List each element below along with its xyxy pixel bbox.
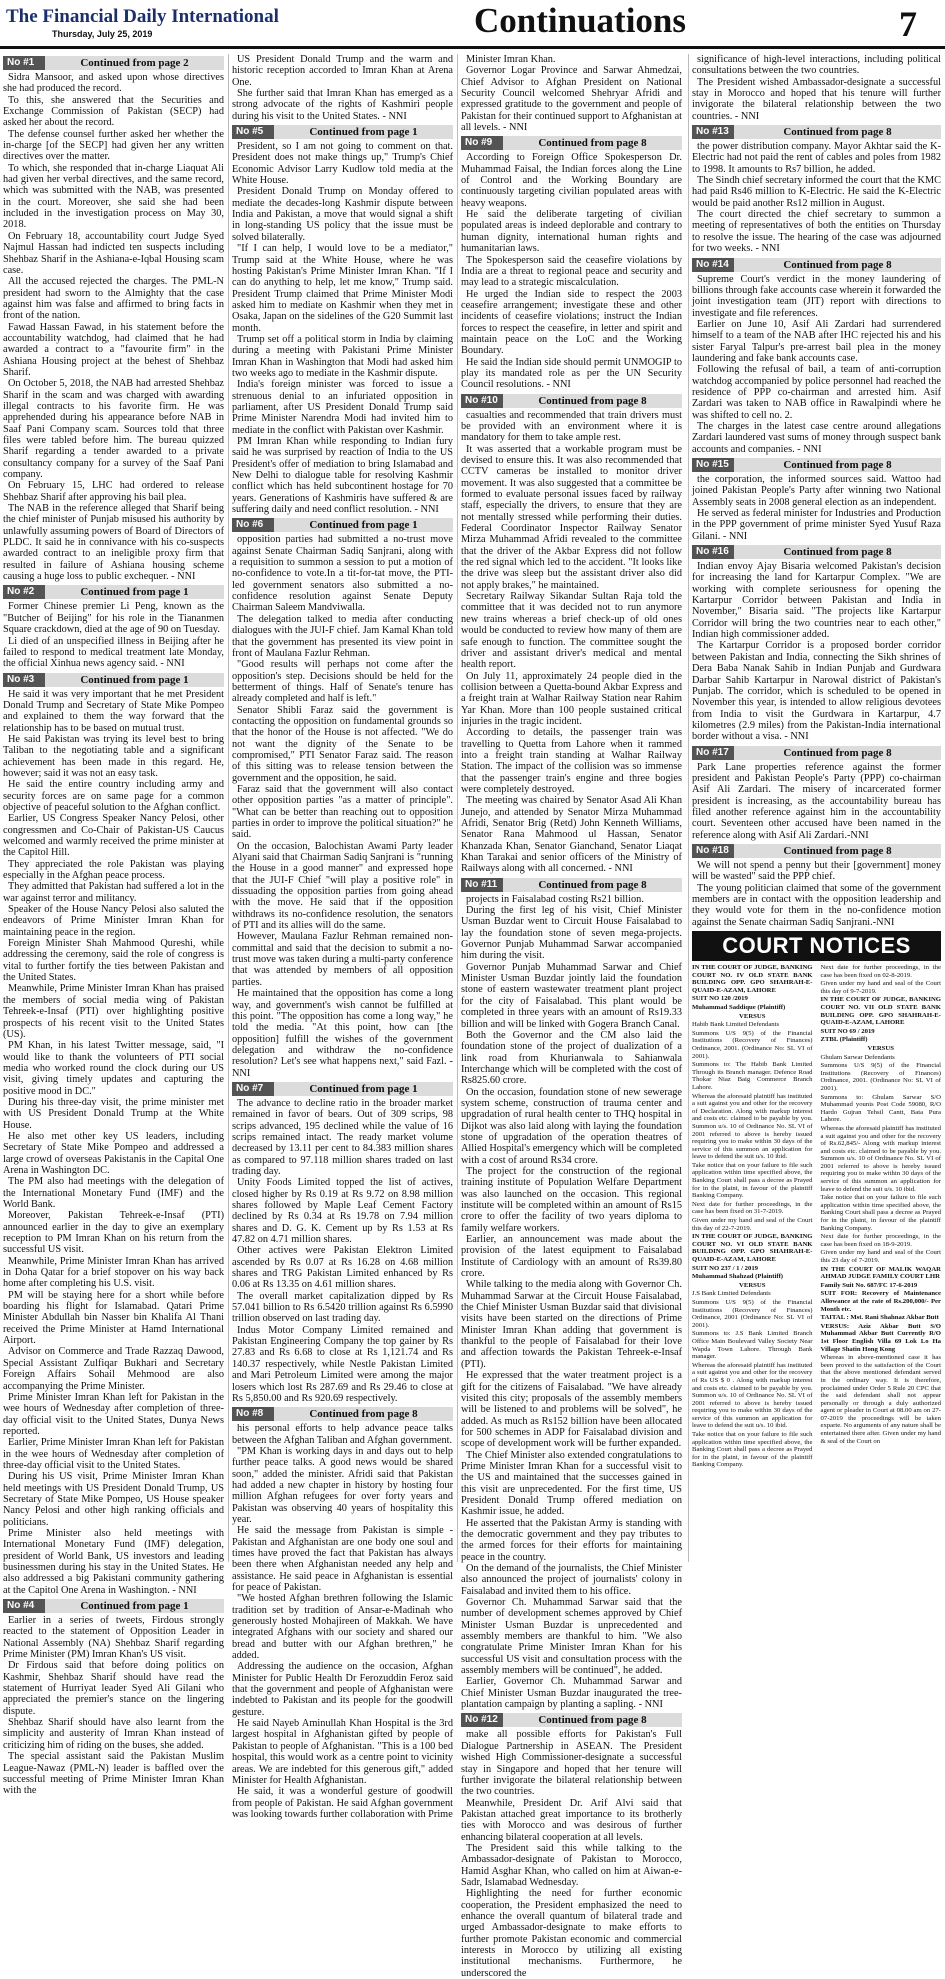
article-body bbox=[3, 689, 224, 1597]
notice-line: Next date for further proceedings, in the case has been fixed on 18-9-2019. bbox=[820, 1233, 941, 1248]
article-body bbox=[3, 72, 224, 582]
article-number: No #10 bbox=[461, 394, 503, 408]
notice-line: VERSUS bbox=[739, 1281, 766, 1289]
article bbox=[692, 125, 941, 254]
article-number: No #8 bbox=[232, 1407, 274, 1421]
continuation-label: Continued from page 8 bbox=[783, 546, 892, 559]
continuation-label: Continued from page 1 bbox=[80, 586, 189, 599]
notice-line: Take notice that on your failure to file such application within time specified above, the Banking Court shall pass a decree as Prayed for in the plaint, in favour of the plaintiff Banking Company. bbox=[692, 1431, 813, 1469]
continuation-bar bbox=[692, 844, 941, 858]
notice-line: Next date for further proceedings, in the case has been fixed on 31-7-2019. bbox=[692, 1200, 813, 1216]
paragraph: significance of high-level interactions, including political consultations between the two countries. bbox=[692, 54, 941, 77]
paragraph: Meanwhile, Prime Minister Imran Khan has arrived in Doha Qatar for a brief stopover on his way back home after completing his U.S. visit. bbox=[3, 1255, 224, 1290]
article-body bbox=[692, 474, 941, 542]
page-header bbox=[0, 0, 945, 46]
paragraph: PM Khan, in his latest Twitter message, said, "I would like to thank the volunteers of PTI social media who worked round the clock during our US visit, giving timely updates and capturing the positive mood in DC." bbox=[3, 1040, 224, 1097]
paragraph: He said the entire country including army and security forces are on same page for a common objective of peaceful solution to the Afghan conflict. bbox=[3, 779, 224, 813]
continuation-label: Continued from page 8 bbox=[538, 394, 647, 407]
continuation-bar bbox=[3, 56, 224, 70]
article-body bbox=[692, 54, 941, 122]
paragraph: opposition parties had submitted a no-trust move against Senate Chairman Sadiq Sanjrani, along with a requisition to summon a session to put a motion of no-confidence to vote.In a tit-for-tat move, the PTI-led government senators also submitted a no-confidence resolution against Senate Deputy Chairman Saleem Mandviwalla. bbox=[232, 534, 453, 614]
notice-line: ZTBL (Plaintiff) bbox=[820, 1036, 868, 1044]
article-body bbox=[232, 1098, 453, 1404]
notice-line: Given under my hand and seal of the Court this day of 9-7-2019. bbox=[820, 980, 941, 995]
article bbox=[232, 125, 453, 515]
paragraph: He said Nayeb Aminullah Khan Hospital is the 3rd largest hospital in Afghanistan gifted by people of Pakistan to people of Afghanistan. "This is a 100 bed hospital, this would work as a centre point to vicinity areas. We are indebted for this generous gift," added Minister for Health Afghanistan. bbox=[232, 1718, 453, 1786]
article-body bbox=[461, 1729, 682, 1979]
notice-line: Next date for further proceedings, in the case has been fixed on 02-8-2019. bbox=[820, 964, 941, 979]
paragraph: The Spokesperson said the ceasefire violations by India are a threat to regional peace and security and may lead to a strategic miscalculation. bbox=[461, 254, 682, 289]
article-body bbox=[692, 274, 941, 456]
paragraph: It was asserted that a workable program must be devised to ensure this. It was also recommended that CCTV cameras be installed to monitor driver movement. It was also suggested that a committee be formed to evaluate personal issues faced by railway staff, especially the drivers, to ensure that they are not mentally stressed while performing their duties. Federal Coordinator Inspector Railway Senator Mirza Muhammad Afridi revealed to the committee that the driver of the Akbar Express did not follow the red signal which led to the accident. "It looks like the drive was sleep but the assistant driver also did not apply brakes," he maintained. bbox=[461, 443, 682, 591]
paragraph: The special assistant said the Pakistan Muslim League-Nawaz (PML-N) leader is baffled over the successful meeting of Prime Minister Imran Khan with the bbox=[3, 1751, 224, 1797]
notice-line: Given under my hand and seal of the Court this day of 22-7-2019. bbox=[692, 1217, 813, 1232]
article bbox=[461, 878, 682, 1711]
paragraph: On the occasion, foundation stone of new sewerage system scheme, construction of trauma center and upgradation of rural health center to THQ hospital in Dijkot was also laid along with laying the foundation stone of upgradation of the operation theatres of Allied Hospital's emergency which will be completed with a cost of around Rs34 crore. bbox=[461, 1086, 682, 1166]
notice-line: VERSUS bbox=[867, 1044, 894, 1052]
paragraph: Secretary Railway Sikandar Sultan Raja told the committee that it was decided not to run anymore new trains whereas a brief check-up of old ones would be conducted to review how many of them are safe enough to function. The committee sought the driver and assistant driver's medical and mental health report. bbox=[461, 591, 682, 671]
notice-line: SUIT NO 237 / 1 / 2019 bbox=[692, 1264, 759, 1272]
paragraph: President, so I am not going to comment on that. President does not make things up," Trump's Chief Economic Advisor Larry Kudlow told media at the White House. bbox=[232, 141, 453, 187]
continuation-bar bbox=[232, 1082, 453, 1096]
paragraph: Indus Motor Company Limited remained and Pakistan Engineering Company the top gainer by Rs 27.83 and Rs 6.68 to close at Rs 1,121.74 and Rs 140.37 respectively, while Nestle Pakistan Limited and Mari Petroleum Limited were among the major losers which lost Rs 287.69 and Rs 29.46 to close at Rs 5,850.00 and Rs 920.69 respectively. bbox=[232, 1324, 453, 1404]
paragraph: the power distribution company. Mayor Akhtar said the K-Electric had not paid the rent of cables and poles from 1982 to 1998. It amounts to Rs7 billion, he added. bbox=[692, 141, 941, 175]
paragraph: The meeting was chaired by Senator Asad Ali Khan Junejo, and attended by Senator Mirza Muhammad Afridi, Senator Brig (Retd) John Kenneth Williams, Senator Rana Mahmood ul Hassan, Senator Khanzada Khan, Senator Gianchand, Senator Liaqat Khan Tarakai and senior officers of the Ministry of Railways along with all concerned. - NNI bbox=[461, 795, 682, 875]
notice-line: Whereas the aforesaid plaintiff has instituted a suit against you and other for the recovery of Declaration. Along with markup interest and costs etc. claimed to be payable by you. Summon u/s. 10 of Ordinance No. SL VI of 2001 referred to above is hereby issued requiring you to make within 30 days of the service of this summon an application for leave to defend the suit u/s. 10 ibid. bbox=[692, 1092, 813, 1161]
article-body bbox=[232, 534, 453, 1079]
continuation-label: Continued from page 1 bbox=[309, 126, 418, 139]
paragraph: Faraz said that the government will also contact other opposition parties "as a matter of principle". "What can be better than reaching out to opposition parties in order to improve the political situation?" he said. bbox=[232, 783, 453, 841]
notice-line: VERSUS bbox=[739, 1012, 766, 1020]
paragraph: casualties and recommended that train drivers must be provided with an environment where it is mandatory for them to take ample rest. bbox=[461, 409, 682, 444]
notice-line: Muhammad Shahzad (Plaintiff) bbox=[692, 1273, 784, 1281]
article-body bbox=[692, 141, 941, 254]
continuation-bar bbox=[692, 458, 941, 472]
article-number: No #12 bbox=[461, 1713, 503, 1727]
article-number: No #7 bbox=[232, 1082, 274, 1096]
paragraph: "Good results will perhaps not come after the opposition's step. Decisions should be held for the betterment of things. Half of Senate's tenure has already completed and half is left." bbox=[232, 659, 453, 705]
paragraph: Earlier, Governor Ch. Muhammad Sarwar and Chief Minister Usman Buzdar inaugurated the tree-plantation campaign by planting a sapling. - NNI bbox=[461, 1676, 682, 1711]
article-number: No #3 bbox=[3, 673, 45, 687]
paragraph: The President wished Ambassador-designate a successful stay in Morocco and hoped that his tenure will further invigorate the bilateral relationship between the two countries. - NNI bbox=[692, 76, 941, 122]
paragraph: He expressed that the water treatment project is a gift for the citizens of Faisalabad. "We have already visited this city; proposals of the assembly members will be listened to and problems will be solved", he added. As much as Rs152 billion have been allocated for 500 schemes in ADP for Faisalabad division and scope of development work will be further expanded. bbox=[461, 1370, 682, 1450]
paragraph: The young politician claimed that some of the government members are in contact with the opposition leadership and they would vote for them in the no-confidence motion against the Senate chairman Sadiq Sanjrani.-NNI bbox=[692, 882, 941, 928]
paragraph: During his three-day visit, the prime minister met with US President Donald Trump at the White House. bbox=[3, 1096, 224, 1131]
paragraph: Earlier, US Congress Speaker Nancy Pelosi, other congressmen and Co-Chair of Pakistan-US Caucus welcomed and warmly received the prime minister at the Capitol Hill. bbox=[3, 813, 224, 859]
article bbox=[692, 458, 941, 542]
paragraph: On February 15, LHC had ordered to release Shehbaz Sharif after approving his bail plea. bbox=[3, 480, 224, 503]
paragraph: The charges in the latest case centre around allegations Zardari laundered vast sums of money through suspect bank accounts and companies. - NNI bbox=[692, 420, 941, 455]
paragraph: Prime Minister Imran Khan left for Pakistan in the wee hours of Wednesday after completion of three-day official visit to the United States, Dunya News reported. bbox=[3, 1391, 224, 1437]
article bbox=[232, 54, 453, 122]
continuation-label: Continued from page 1 bbox=[80, 673, 189, 686]
continuation-bar bbox=[3, 673, 224, 687]
paragraph: The delegation talked to media after conducting dialogues with the JUI-F chief. Jam Kamal Khan told that the government has presented its view point in front of Maulana Fazlur Rehman. bbox=[232, 613, 453, 659]
column-divider bbox=[228, 54, 229, 1562]
paragraph: They admitted that Pakistan had suffered a lot in the war against terror and militancy. bbox=[3, 881, 224, 904]
paragraph: He maintained that the opposition has come a long way, and government's wish cannot be fulfilled at this point. "The opposition has come a long way," he told the media. "At this point, how can [the opposition] fulfill the wishes of the government delegation and withdraw the no-confidence resolution? Let's see what happens next," said Fazl. - NNI bbox=[232, 988, 453, 1079]
paragraph: The Sindh chief secretary informed the court that the KMC had paid Rs46 million to K-Electric. He said the K-Electric would be paid another Rs12 million in August. bbox=[692, 175, 941, 209]
paragraph: Governor Punjab Muhammad Sarwar and Chief Minister Usman Buzdar jointly laid the foundation stone of eastern wastewater treatment plant project for the city of Faisalabad. This plant would be completed in three years with an amount of Rs19.33 billion and will be linked with Gogera Branch Canal. bbox=[461, 961, 682, 1030]
paragraph: Speaker of the House Nancy Pelosi also saluted the endeavors of Prime Minister Imran Khan for maintaining peace in the region. bbox=[3, 904, 224, 938]
paragraph: Earlier on June 10, Asif Ali Zardari had surrendered himself to a team of the NAB after IHC rejected his and his sister Faryal Talpur's pre-arrest bail plea in the money laundering and fake bank accounts case. bbox=[692, 318, 941, 364]
notice-line: Whereas in above-mentioned case it has been proved to the satisfaction of the Court that the above mentioned defendant served in the ordinary way. It is therefore, proclaimed under Order 5 Rule 20 CPC that the said defendant shall not appear personally or through a duly authorized agent or pleader in Court at 08.00 am on 27-07-2019 the proceedings will be taken exparte. No arguments of any nature shall be entertained there after. Given under my hand & seal of the Court on bbox=[820, 1354, 941, 1445]
paragraph: Fawad Hassan Fawad, in his statement before the accountability watchdog, had claimed that he had awarded a contract to a "favourite firm" in the Ashiana Housing project at the behest of Shehbaz Sharif. bbox=[3, 321, 224, 378]
continuation-label: Continued from page 8 bbox=[538, 878, 647, 891]
paragraph: Prime Minister also held meetings with International Monetary Fund (IMF) delegation, president of World Bank, US investors and leading businessmen during his stay in the United States. He also addressed a big Pakistani community gathering at the Capitol One Arena in Washington. - NNI bbox=[3, 1527, 224, 1596]
notice-line: Take notice that on your failure to file such application within time specified above, the Banking Court shall pass a decree as Prayed for in the plaint, in favour of the plaintiff Banking Company. bbox=[692, 1161, 813, 1200]
paragraph: make all possible efforts for Pakistan's Full Dialogue Partnership in ASEAN. The President wished High Commissioner-designate a successful stay in Singapore and hoped that her tenure will further invigorate the bilateral relationship between the two countries. bbox=[461, 1729, 682, 1798]
continuation-bar bbox=[461, 136, 682, 150]
article bbox=[692, 54, 941, 122]
paragraph: the corporation, the informed sources said. Wattoo had joined Pakistan People's Party after winning two National Assembly seats in 2008 general election as an independent. bbox=[692, 474, 941, 508]
paragraph: Li died of an unspecified illness in Beijing after he failed to respond to medical treatment late Monday, the official Xinhua news agency said. - NNI bbox=[3, 635, 224, 670]
continuation-label: Continued from page 2 bbox=[80, 57, 189, 69]
paragraph: He asserted that the Pakistan Army is standing with the democratic government and they pay tributes to the armed forces for their efforts for maintaining peace in the country. bbox=[461, 1517, 682, 1563]
continuation-label: Continued from page 1 bbox=[80, 1600, 189, 1613]
notice-line: IN THE COURT OF JUDGE, BANKING COURT NO. VII OLD STATE BANK BUILDING OPP. GPO SHAHRAH-E-QUAID-E-AZAM, LAHORE bbox=[820, 996, 941, 1027]
paragraph: Both the Governor and the CM also laid the foundation stone of the project of dualization of a link road from Khurianwala to Sahianwala Interchange which will be completed with the cost of Rs825.60 crore. bbox=[461, 1029, 682, 1087]
notice-line: Summons U/S 9(5) of the Financial Institutions (Recovery of Finances) Ordinance, 2001. (Ordinance No: SL VI of 2001). bbox=[692, 1029, 813, 1060]
paragraph: Moreover, Pakistan Tehreek-e-Insaf (PTI) announced earlier in the day to give an exemplary reception to PM Imran Khan on his return from the successful US visit. bbox=[3, 1210, 224, 1256]
notice-line: Summons to: The Habib Bank Limited Through its Branch manager. Defence Road Thokar Niaz Baig Commerce Branch Lahore. bbox=[692, 1061, 813, 1091]
column-divider bbox=[457, 54, 458, 1562]
paragraph: He said Pakistan was trying its level best to bring Taliban to the negotiating table and a significant achievement has been made in this regard. He, however; said it was not an easy task. bbox=[3, 733, 224, 779]
notice-line: Summons U/S 9(5) of the Financial Institutions (Recovery of Finances) Ordinance, 2001. (Ordinance No: SL VI of 2001). bbox=[820, 1062, 941, 1092]
paragraph: "PM Khan is working days in and days out to help further peace talks. A good news would be shared soon," added the minister. Afridi said that Pakistan had added a new chapter in history by hosting four million Afghan refugees for over forty years and Pakistan was observing 40 years of hospitality this year. bbox=[232, 1445, 453, 1525]
paragraph: Supreme Court's verdict in the money laundering of billions through fake accounts case wherein it forwarded the joint investigation team (JIT) report with directions to investigate and file references. bbox=[692, 273, 941, 319]
article-number: No #13 bbox=[692, 125, 734, 139]
article-number: No #11 bbox=[461, 878, 503, 892]
paragraph: To this, she answered that the Securities and Exchange Commission of Pakistan (SECP) had asked her about the record. bbox=[3, 94, 224, 129]
notice-line: Family Suit No. 687/FC 17-6-2019 bbox=[820, 1281, 918, 1289]
paragraph: Dr Firdous said that before doing politics on Kashmir, Shehbaz Sharif should have read the statement of Hurriyat leader Syed Ali Gilani who appreciated the premier's stance on the lingering dispute. bbox=[3, 1660, 224, 1717]
paragraph: Governor Logar Province and Sarwar Ahmedzai, Chief Advisor to Afghan President on National Security Council welcomed Shehryar Afridi and expressed gratitude to the government and people of Pakistan for their continued support to Afghanistan at all levels. - NNI bbox=[461, 65, 682, 134]
paragraph: The project for the construction of the regional training institute of Population Welfare Department was also launched on the occasion. This regional institute will be completed within an amount of Rs15 crore to offer the facility of two years diploma to family welfare workers. bbox=[461, 1165, 682, 1234]
paragraph: According to Foreign Office Spokesperson Dr. Muhammad Faisal, the Indian forces along the Line of Control and the Working Boundary are continuously targeting civilian populated areas with heavy weapons. bbox=[461, 152, 682, 209]
article bbox=[3, 56, 224, 582]
paragraph: During the first leg of his visit, Chief Minister Usman Buzdar went to Circuit House Faisalabad to lay the foundation stone of seven mega-projects. Governor Punjab Muhammad Sarwar accompanied him during the visit. bbox=[461, 905, 682, 962]
article-body bbox=[692, 561, 941, 743]
paragraph: Minister Imran Khan. bbox=[466, 54, 556, 65]
paragraph: PM Imran Khan while responding to Indian fury said he was surprised by reaction of India to the US President's offer of mediation to bring Islamabad and New Delhi to dialogue table for resolving Kashmir conflict which has held subcontinent hostage for 70 years. Generations of Kashmiris have suffered & are suffering daily and need conflict resolution. - NNI bbox=[232, 436, 453, 516]
notice-line: Muhammad Saddique (Plaintiff) bbox=[692, 1004, 786, 1011]
paragraph: Meanwhile, Prime Minister Imran Khan has praised the members of social media wing of Pakistan Tehreek-e-Insaf (PTI) over highlighting positive prospects of his recent visit to the United States (US). bbox=[3, 983, 224, 1040]
notice-line: IN THE COURT OF JUDGE, BANKING COURT NO. VI OLD STATE BANK BUILDING OPP. GPO SHAHRAH-E-QUAID-E-AZAM, LAHORE bbox=[692, 1233, 813, 1263]
article-body bbox=[232, 1423, 453, 1820]
article-number: No #15 bbox=[692, 458, 734, 472]
article-body bbox=[3, 601, 224, 669]
continuation-label: Continued from page 1 bbox=[309, 519, 418, 532]
paragraph: Earlier in a series of tweets, Firdous strongly reacted to the statement of Opposition Leader in National Assembly (NA) Shehbaz Sharif regarding Prime Minister (PM) Imran Khan's US visit. bbox=[3, 1615, 224, 1661]
section-title: Continuations bbox=[474, 1, 687, 40]
continuation-label: Continued from page 8 bbox=[783, 126, 892, 139]
paragraph: Sidra Mansoor, and asked upon whose directives she had produced the record. bbox=[3, 72, 224, 95]
paragraph: Unity Foods Limited topped the list of actives, closed higher by Rs 0.19 at Rs 9.72 on 8.98 million shares followed by Maple Leaf Cement Factory declined by Rs 0.34 at Rs 19.78 on 7.94 million shares and D. G. K. Cement up by Rs 1.53 at Rs 47.82 on 4.71 million shares. bbox=[232, 1177, 453, 1246]
court-notices-right bbox=[821, 964, 942, 1470]
notice-line: Whereas the aforesaid plaintiff has instituted a suit against you and other for the recovery of Rs US $ 0 . Along with markup interest and costs etc. claimed to be payable by you. Summon u/s. 10 of Ordinance No. SL VI of 2001 referred to above is hereby issued requiring you to make within 30 days of the service of this summon an application for leave to defend the suit u/s. 10 ibid. bbox=[692, 1361, 813, 1430]
paragraph: Meanwhile, President Dr. Arif Alvi said that Pakistan attached great importance to its brotherly ties with Morocco and was desirous of further enhancing bilateral cooperation at all levels. bbox=[461, 1797, 682, 1843]
notice-line: Summons to: J.S Bank Limited Branch Office Main Boulevard Valley Society Near Wapda Town Lahore. Through Bank manager. bbox=[692, 1330, 813, 1361]
newspaper-title: The Financial Daily International bbox=[6, 6, 279, 27]
continuation-bar bbox=[461, 878, 682, 892]
continuation-label: Continued from page 8 bbox=[309, 1408, 418, 1421]
continuation-bar bbox=[232, 518, 453, 532]
notice-line: IN THE COURT OF JUDGE, BANKING COURT NO. IV OLD STATE BANK BUILDING OPP. GPO SHAHRAH-E-QUAID-E-AZAM, LAHORE bbox=[692, 964, 813, 994]
article bbox=[692, 746, 941, 841]
paragraph: "If I can help, I would love to be a mediator," Trump said at the White House, where he was hosting Pakistan's Prime Minister Imran Khan. "If I can do anything to help, let me know," Trump said. President Trump claimed that Prime Minister Modi asked him to mediate on Kashmir when they met in Osaka, Japan on the sidelines of the G20 Summit last month. bbox=[232, 243, 453, 334]
column-3 bbox=[461, 54, 682, 1979]
continuation-label: Continued from page 8 bbox=[538, 1714, 647, 1727]
paragraph: The President said this while talking to the Ambassador-designate of Pakistan to Morocco, Hamid Asghar Khan, who called on him at Aiwan-e-Sadr, Islamabad Wednesday. bbox=[461, 1842, 682, 1888]
paragraph: To which, she responded that in-charge Liaquat Ali had given her verbal directives, and the same record, which was submitted with the NAB, was presented in the court. Moreover, she said she had been included in the investigation process on May 30, 2018. bbox=[3, 162, 224, 231]
notice-line: SUIT FOR: Recovery of Maintenance Allowance at the rate of Rs.200,000/- Per Month etc. bbox=[820, 1290, 941, 1313]
continuation-bar bbox=[3, 585, 224, 599]
paragraph: They appreciated the role Pakistan was playing especially in the Afghan peace process. bbox=[3, 858, 224, 882]
paragraph: The advance to decline ratio in the broader market remained in favor of bears. Out of 309 scrips, 98 scrips advanced, 195 declined while the value of 16 scrips remained intact. The ready market volume decreased by 13.11 per cent to 84.383 million shares as compared to 97.118 million shares traded on last trading day. bbox=[232, 1097, 453, 1177]
continuation-bar bbox=[461, 394, 682, 408]
paragraph: While talking to the media along with Governor Ch. Muhammad Sarwar at the Circuit House Faisalabad, the Chief Minister Usman Buzdar said that divisional visits have been started on the directions of Prime Minister Imran Khan adding that government is thankful to the people of Faisalabad for their love and affection towards the Pakistan Tehreek-e-Insaf (PTI). bbox=[461, 1279, 682, 1370]
paragraph: Senator Shibli Faraz said the government is contacting the opposition on fundamental grounds so that the honor of the House is not affected. "We do not want the dignity of the Senate to be compromised," PTI Senator Faraz said. The reason of this sitting was to release tension between the government and the opposition, he said. bbox=[232, 704, 453, 784]
continuation-bar bbox=[692, 125, 941, 139]
paragraph: The NAB in the reference alleged that Sharif being the chief minister of Punjab misused his authority by unlawfully assuming powers of Board of Directors of PLDC. It said he in connivance with his co-suspects awarded contract to an ineligible proxy firm that resulted in failure of Ashiana housing scheme causing a huge loss to public exchequer. - NNI bbox=[3, 503, 224, 583]
article-number: No #14 bbox=[692, 258, 734, 272]
paragraph: He urged the Indian side to respect the 2003 ceasefire arrangement; investigate these and other incidents of ceasefire violations; instruct the Indian forces to respect the ceasefire, in letter and spirit and maintain peace on the LoC and the Working Boundary. bbox=[461, 288, 682, 357]
paragraph: He said the Indian side should permit UNMOGIP to play its mandated role as per the UN Security Council resolutions. - NNI bbox=[461, 356, 682, 391]
column-divider bbox=[688, 54, 689, 1562]
paragraph: US President Donald Trump and the warm and historic reception accorded to Imran Khan at Arena One. bbox=[232, 54, 453, 88]
article-body bbox=[461, 894, 682, 1711]
paragraph: India's foreign minister was forced to issue a strenuous denial to an infuriated opposition in parliament, after US President Donald Trump said Prime Minister Narendra Modi had invited him to mediate in the conflict with Pakistan over Kashmir. bbox=[232, 379, 453, 436]
article-number: No #6 bbox=[232, 518, 274, 532]
notice-line: Summons to: Ghulam Sarwar S/O Muhammad younis Post Code 59080, R/O Hardo Gujran Tehsil Cantt, Bata Pura Lahore. bbox=[820, 1093, 941, 1124]
article-body bbox=[692, 762, 941, 841]
article bbox=[692, 258, 941, 456]
paragraph: President Donald Trump on Monday offered to mediate the decades-long Kashmir dispute between India and Pakistan, a move that would signal a shift in long-standing US policy that the issue must be solved bilaterally. bbox=[232, 186, 453, 243]
paragraph: The PM also had meetings with the delegation of the International Monetary Fund (IMF) and the World Bank. bbox=[3, 1176, 224, 1210]
paragraph: We will not spend a penny but their [government] money will be wasted" said the PPP chief. bbox=[692, 859, 941, 883]
article-body bbox=[232, 141, 453, 515]
paragraph: Indian envoy Ajay Bisaria welcomed Pakistan's decision for increasing the land for Kartarpur Complex. "We are working with complete seriousness for opening the Kartarpur Corridor between Pakistan and India in November," Bisaria said. "The projects like Kartarpur Corridor will bring the two countries near to each other," Indian high commissioner added. bbox=[692, 561, 941, 641]
paragraph: projects in Faisalabad costing Rs21 billion. bbox=[466, 893, 644, 905]
column-4-articles bbox=[692, 54, 941, 928]
paragraph: Park Lane properties reference against the former president and Pakistan People's Party (PPP) co-chairman Asif Ali Zardari. The misery of incarcerated former president is increasing, as the accountability bureau has filed another reference against him in the accountability court. Seventeen other accused have been named in the reference along with Asif Ali Zardari.-NNI bbox=[692, 761, 941, 841]
notice-line: Given under my hand and seal of the Court this 23 day of 7-2019. bbox=[820, 1249, 941, 1264]
article bbox=[461, 136, 682, 390]
continuation-label: Continued from page 8 bbox=[783, 459, 892, 471]
continuation-bar bbox=[692, 258, 941, 272]
paragraph: He said it was very important that he met President Donald Trump and Secretary of State Mike Pompeo and explained to them the way forward that the relationship has to be based on mutual trust. bbox=[3, 688, 224, 734]
article bbox=[3, 585, 224, 669]
continuation-bar bbox=[232, 125, 453, 139]
article-number: No #2 bbox=[3, 585, 45, 599]
paragraph: Former Chinese premier Li Peng, known as the "Butcher of Beijing" for his role in the Tiananmen Square crackdown, died at the age of 90 on Tuesday. bbox=[3, 601, 224, 636]
article bbox=[3, 1599, 224, 1797]
paragraph: Foreign Minister Shah Mahmood Qureshi, while addressing the ceremony, said the role of congress is vital to further fortify the ties between Pakistan and the United States. bbox=[3, 938, 224, 984]
article bbox=[692, 844, 941, 928]
paragraph: Highlighting the need for further economic cooperation, the President emphasized the need to enhance the overall quantum of bilateral trade and urged Ambassador-designate to make efforts to further promote Pakistan economic and commercial interests in Morocco by utilizing all existing institutional mechanisms. Furthermore, he underscored the bbox=[461, 1888, 682, 1979]
paragraph: Governor Ch. Muhammad Sarwar said that the number of development schemes approved by Chief Minister Usman Buzdar is unprecedented and assembly members are thankful to him. "We also congratulate Prime Minister Imran Khan for his successful US visit and consultation process with the assembly members will be continued", he added. bbox=[461, 1597, 682, 1677]
court-notices-title: COURT NOTICES bbox=[692, 931, 941, 961]
paragraph: During his US visit, Prime Minister Imran Khan held meetings with US President Donald Trump, US Secretary of State Mike Pompeo, US House speaker Nancy Pelosi and other high ranking officials and politicians. bbox=[3, 1471, 224, 1528]
notice-line: IN THE COURT OF MALIK WAQAR AHMAD JUDGE FAMILY COURT LHR bbox=[820, 1265, 941, 1281]
notice-line: J.S Bank Limited Defendants bbox=[692, 1290, 771, 1298]
paragraph: He served as federal minister for Industries and Production in the PPP government of prime minister Syed Yusuf Raza Gilani. - NNI bbox=[692, 508, 941, 542]
paragraph: On the occasion, Balochistan Awami Party leader Alyani said that Chairman Sadiq Sanjrani is "running the House in a good manner" and expressed hope that the JUI-F Chief "will play a positive role" in dissuading the opposition parties from going ahead with the move. He said that if the opposition withdraws its no-confidence resolution, the senators of PTI and its allies will do the same. bbox=[232, 840, 453, 932]
paragraph: However, Maulana Fazlur Rehman remained non-committal and said that the decision to submit a no-trust move was taken during a multi-party conference that was attended by members of all opposition parties. bbox=[232, 931, 453, 988]
notice-line: Habib Bank Limited Defendants bbox=[692, 1021, 780, 1029]
paragraph: She further said that Imran Khan has emerged as a strong advocate of the rights of Kashmiri people during his visit to the United States. - NNI bbox=[232, 88, 453, 122]
paragraph: He said the message from Pakistan is simple - Pakistan and Afghanistan are one body one soul and times have proved the fact that Pakistan has always been there when Afghanistan needed any help and assistance. He said peace in Afghanistan is essential for peace of Pakistan. bbox=[232, 1525, 453, 1593]
paragraph: He also met other key US leaders, including Secretary of State Mike Pompeo and addressed a large crowd of overseas Pakistanis in the Capital One Arena in Washington DC. bbox=[3, 1130, 224, 1176]
continuation-bar bbox=[3, 1599, 224, 1613]
paragraph: The overall market capitalization dipped by Rs 57.041 billion to Rs 6.5420 trillion against Rs 6.5990 trillion observed on last trading day. bbox=[232, 1290, 453, 1325]
paragraph: All the accused rejected the charges. The PML-N president had sworn to the Almighty that the case against him was false and affirmed to bring facts in front of the nation. bbox=[3, 276, 224, 322]
article-body bbox=[3, 1615, 224, 1797]
court-notices-left bbox=[692, 964, 813, 1470]
paragraph: his personal efforts to help advance peace talks between the Afghan Taliban and Afghan government. bbox=[232, 1423, 453, 1446]
article bbox=[461, 54, 682, 133]
paragraph: On July 11, approximately 24 people died in the collision between a Quetta-bound Akbar Express and a freight train at Walhar Railway Station near Rahim Yar Khan. More than 100 people sustained critical injuries in the tragic incident. bbox=[461, 670, 682, 727]
paragraph: On October 5, 2018, the NAB had arrested Shehbaz Sharif in the scam and was charged with awarding illegal contracts to his favorite firm. He was apprehended during his appearance before NAB in Saaf Pani Company scam. Sources told that three files were tabled before him. The bureau quizzed Sharif regarding a tender awarded to a private consultancy company for a survey of the Saaf Pani company. bbox=[3, 378, 224, 481]
paragraph: Shehbaz Sharif should have also learnt from the simplicity and austerity of Imran Khan instead of criticizing him of riding on the buses, she added. bbox=[3, 1717, 224, 1751]
article-number: No #9 bbox=[461, 136, 503, 150]
notice-line: SUIT NO 120 /2019 bbox=[692, 995, 748, 1003]
paragraph: Addressing the audience on the occasion, Afghan Minister for Public Health Dr Ferozuddin Feroz said that the government and people of Afghanistan were indebted to Pakistan and its people for the goodwill gesture. bbox=[232, 1661, 453, 1718]
article-body bbox=[461, 54, 682, 133]
article bbox=[461, 1713, 682, 1979]
paragraph: He said the deliberate targeting of civilian populated areas is indeed deplorable and contrary to human dignity, international human rights and humanitarian laws. bbox=[461, 209, 682, 255]
article bbox=[232, 518, 453, 1079]
continuation-label: Continued from page 8 bbox=[783, 844, 892, 857]
paragraph: The defense counsel further asked her whether the in-charge [of the SECP] had given her any written directives over the matter. bbox=[3, 128, 224, 163]
continuation-label: Continued from page 8 bbox=[783, 746, 892, 759]
article-body bbox=[461, 152, 682, 390]
paragraph: Earlier, Prime Minister Imran Khan left for Pakistan in the wee hours of Wednesday after completion of three-day official visit to the United States. bbox=[3, 1437, 224, 1471]
article-number: No #17 bbox=[692, 746, 734, 760]
publication-date: Thursday, July 25, 2019 bbox=[52, 29, 153, 39]
paragraph: The Kartarpur Corridor is a proposed border corridor between Pakistan and India, connecting the Sikh shrines of Dera Baba Nanak Sahib in Indian Punjab and Gurdwara Darbar Sahib Kartarpur in Narowal district of Pakistan's Punjab. The corridor, which is scheduled to be opened in November this year, is intended to allow religious devotees from India to visit the Gurdwara in Kartarpur, 4.7 kilometres (2.9 miles) from the Pakistan-India international border without a visa. - NNI bbox=[692, 640, 941, 743]
article-number: No #18 bbox=[692, 844, 734, 858]
article-number: No #4 bbox=[3, 1599, 45, 1613]
paragraph: Trump set off a political storm in India by claiming during a meeting with Pakistani Prime Minister Imran Khan in Washington that Modi had asked him two weeks ago to mediate in the Kashmir dispute. bbox=[232, 333, 453, 379]
continuation-label: Continued from page 1 bbox=[309, 1082, 418, 1095]
column-2 bbox=[232, 54, 453, 1820]
paragraph: "We hosted Afghan brethren following the Islamic tradition set by tradition of Ansar-e-Madinah who generously hosted Mohajireen of Makkah. We have integrated Afghans with our society and shared our bread and butter with our Afghan brethren," he added. bbox=[232, 1593, 453, 1662]
article-number: No #1 bbox=[3, 56, 45, 70]
notice-line: TAITAL : Mst. Rani Shahnaz Akbar Butt bbox=[820, 1314, 939, 1322]
article bbox=[692, 545, 941, 743]
column-1 bbox=[3, 54, 224, 1797]
article bbox=[232, 1082, 453, 1404]
article-body bbox=[692, 860, 941, 928]
paragraph: The Chief Minister also extended congratulations to Prime Minister Imran Khan for a successful visit to the US and maintained that the successes gained in this visit are unprecedented. For the first time, US President Donald Trump offered mediation on Kashmir issue, he added. bbox=[461, 1449, 682, 1518]
paragraph: He said, it was a wonderful gesture of goodwill from people of Pakistan. He said Afghan government was looking towards further collaboration with Prime bbox=[232, 1786, 453, 1820]
paragraph: Following the refusal of bail, a team of anti-corruption watchdog accompanied by police personnel had reached the residence of PPP co-chairman and arrested him. Asif Zardari was taken to NAB office in Rawalpindi where he was shifted to cell no. 2. bbox=[692, 364, 941, 421]
notice-line: SUIT NO 69 / 2019 bbox=[820, 1027, 875, 1035]
article-body bbox=[461, 410, 682, 875]
paragraph: On February 18, accountability court Judge Syed Najmul Hassan had indicted ten suspects including Shehbaz Sharif in the Ashiana-e-Iqbal Housing scam case. bbox=[3, 230, 224, 276]
paragraph: Other actives were Pakistan Elektron Limited ascended by Rs 0.07 at Rs 16.28 on 4.68 million shares and TRG Pakistan Limited enhanced by Rs 0.06 at Rs 13.35 on 4.61 million shares. bbox=[232, 1245, 453, 1291]
notice-line: Ghulam Sarwar Defendants bbox=[820, 1053, 895, 1061]
paragraph: Advisor on Commerce and Trade Razzaq Dawood, Special Assistant Zulfiqar Bukhari and Secretary Foreign Affairs Sohail Mehmood are also accompanying the Prime Minister. bbox=[3, 1346, 224, 1392]
column-4 bbox=[692, 54, 941, 1562]
header-rule bbox=[0, 46, 945, 49]
continuation-bar bbox=[461, 1713, 682, 1727]
paragraph: PM will be staying here for a short while before boarding his flight for Islamabad. Qatari Prime Minister Abdullah bin Nasser bin Khalifa Al Thani received the Prime Minister at Hamd International Airport. bbox=[3, 1289, 224, 1347]
notice-line: VERSUS: Aziz Akbar Butt S/O Muhammad Akbar Butt Currently R/O 1st Floor English Villa 69 Lok Lo Ha Village Shatin Hong Kong bbox=[820, 1322, 941, 1353]
paragraph: According to details, the passenger train was travelling to Quetta from Lahore when it rammed into a freight train standing at Walhar Railway Station. The impact of the collision was so immense that the passenger train's engine and three bogies were completely destroyed. bbox=[461, 727, 682, 795]
article-number: No #16 bbox=[692, 545, 734, 559]
notice-line: Summons U/S 9(5) of the Financial Institutions (Recovery of Finances) Ordinance, 2001 (Ordinance No: SL VI of 2001). bbox=[692, 1298, 813, 1329]
continuation-label: Continued from page 8 bbox=[783, 258, 892, 271]
continuation-bar bbox=[692, 746, 941, 760]
article bbox=[3, 673, 224, 1597]
paragraph: Earlier, an announcement was made about the provision of the latest equipment to Faisalabad Institute of Cardiology with an amount of Rs39.80 crore. bbox=[461, 1234, 682, 1280]
court-notices bbox=[692, 964, 941, 1470]
continuation-bar bbox=[692, 545, 941, 559]
article-body bbox=[232, 54, 453, 122]
page-number: 7 bbox=[899, 4, 917, 44]
article-number: No #5 bbox=[232, 125, 274, 139]
notice-line: Take notice that on your failure to file such application within time specified above, the Banking Court shall pass a decree as Prayed for in the plaint, in favour of the plaintiff Banking Company. bbox=[820, 1194, 941, 1232]
paragraph: On the demand of the journalists, the Chief Minister also announced the project of journalists' colony in Faisalabad and invited them to his office. bbox=[461, 1563, 682, 1597]
article bbox=[232, 1407, 453, 1820]
paragraph: The court directed the chief secretary to summon a meeting of representatives of both the entities on Thursday to resolve the issue. The hearing of the case was adjourned for two weeks. - NNI bbox=[692, 209, 941, 255]
continuation-label: Continued from page 8 bbox=[538, 137, 647, 150]
article bbox=[461, 394, 682, 875]
notice-line: Whereas the aforesaid plaintiff has instituted a suit against you and other for the recovery of Rs.62,845/- Along with markup interest and costs etc. claimed to be payable by you. Summon u/s. 10 of Ordinance No. SL VI of 2001 referred to above is hereby issued requiring you to make within 30 days of the service of this summon an application for leave to defend the suit u/s. 10 ibid. bbox=[820, 1124, 941, 1193]
continuation-bar bbox=[232, 1407, 453, 1421]
